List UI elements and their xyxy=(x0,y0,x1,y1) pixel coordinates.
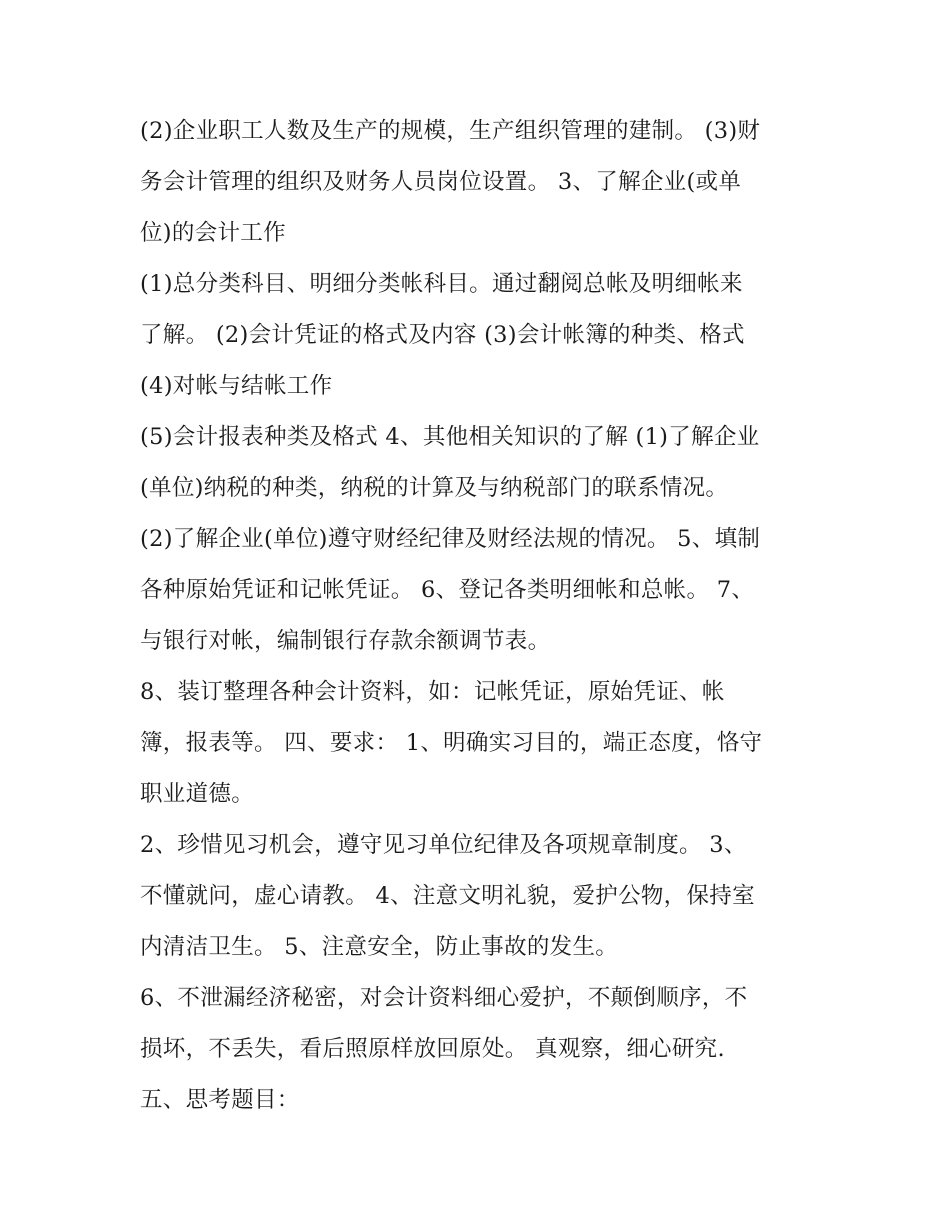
text-line: 各种原始凭证和记帐凭证。 6、登记各类明细帐和总帐。 7、 xyxy=(140,577,755,603)
text-line: 了解。 (2)会计凭证的格式及内容 (3)会计帐簿的种类、格式 xyxy=(140,322,745,348)
text-line: 簿，报表等。 四、要求： 1、明确实习目的，端正态度，恪守 xyxy=(140,730,763,756)
text-line: (2)企业职工人数及生产的规模，生产组织管理的建制。 (3)财 xyxy=(140,118,761,144)
document-body xyxy=(140,106,820,1126)
section-heading: 五、思考题目： xyxy=(140,1087,300,1113)
text-line: (单位)纳税的种类，纳税的计算及与纳税部门的联系情况。 xyxy=(140,475,729,501)
text-line: (5)会计报表种类及格式 4、其他相关知识的了解 (1)了解企业 xyxy=(140,424,760,450)
text-line: 不懂就问，虚心请教。 4、注意文明礼貌，爱护公物，保持室 xyxy=(140,883,755,909)
text-line: 位)的会计工作 xyxy=(140,220,286,246)
text-line: (1)总分类科目、明细分类帐科目。通过翻阅总帐及明细帐来 xyxy=(140,271,743,297)
text-line: 内清洁卫生。 5、注意安全，防止事故的发生。 xyxy=(140,934,619,960)
text-line: 6、不泄漏经济秘密，对会计资料细心爱护，不颠倒顺序，不 xyxy=(140,985,748,1011)
text-line: 务会计管理的组织及财务人员岗位设置。 3、了解企业(或单 xyxy=(140,169,742,195)
text-line: 与银行对帐，编制银行存款余额调节表。 xyxy=(140,628,551,654)
text-line: 2、珍惜见习机会，遵守见习单位纪律及各项规章制度。 3、 xyxy=(140,832,747,858)
text-line: 8、装订整理各种会计资料，如：记帐凭证，原始凭证、帐 xyxy=(140,679,725,705)
text-line: (2)了解企业(单位)遵守财经纪律及财经法规的情况。 5、填制 xyxy=(140,526,761,552)
text-line: (4)对帐与结帐工作 xyxy=(140,373,333,399)
text-line: 职业道德。 xyxy=(140,781,255,807)
text-line: 损坏，不丢失，看后照原样放回原处。 真观察，细心研究. xyxy=(140,1036,725,1062)
